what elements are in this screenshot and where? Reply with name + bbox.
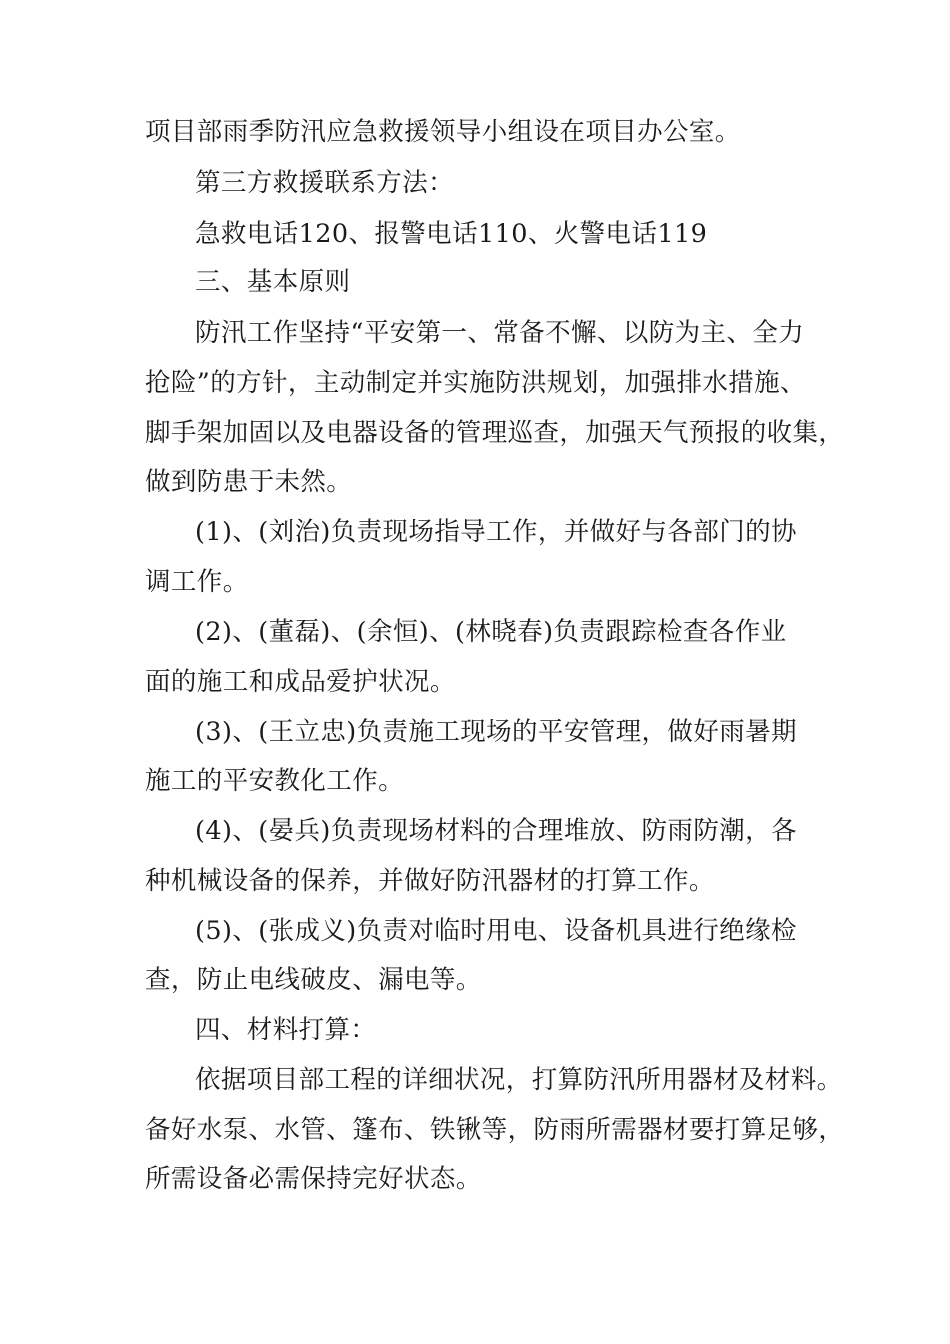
text-line-materials-2: 备好水泵、水管、篷布、铁锹等，防雨所需器材要打算足够， bbox=[145, 1115, 845, 1145]
list-item-3-line-1: (3)、(王立忠)负责施工现场的平安管理，做好雨暑期 bbox=[195, 717, 797, 747]
text-line-third-party-contact-heading: 第三方救援联系方法： bbox=[195, 168, 455, 198]
list-item-1-line-1: (1)、(刘治)负责现场指导工作，并做好与各部门的协 bbox=[195, 517, 797, 547]
text-line-principles-2: 抢险”的方针，主动制定并实施防洪规划，加强排水措施、 bbox=[145, 368, 806, 398]
text-line-emergency-phones: 急救电话120、报警电话110、火警电话119 bbox=[195, 219, 708, 249]
text-line-materials-1: 依据项目部工程的详细状况，打算防汛所用器材及材料。 bbox=[195, 1065, 843, 1095]
list-item-3-line-2: 施工的平安教化工作。 bbox=[145, 766, 405, 796]
list-item-4-line-1: (4)、(晏兵)负责现场材料的合理堆放、防雨防潮，各 bbox=[195, 816, 797, 846]
list-item-5-line-1: (5)、(张成义)负责对临时用电、设备机具进行绝缘检 bbox=[195, 916, 797, 946]
section-heading-basic-principles: 三、基本原则 bbox=[195, 267, 351, 297]
list-item-5-line-2: 查，防止电线破皮、漏电等。 bbox=[145, 965, 482, 995]
list-item-4-line-2: 种机械设备的保养，并做好防汛器材的打算工作。 bbox=[145, 866, 715, 896]
text-line-principles-3: 脚手架加固以及电器设备的管理巡查，加强天气预报的收集， bbox=[145, 418, 845, 448]
list-item-1-line-2: 调工作。 bbox=[145, 567, 249, 597]
list-item-2-line-1: (2)、(董磊)、(余恒)、(林晓春)负责跟踪检查各作业 bbox=[195, 617, 787, 647]
text-line-principles-4: 做到防患于未然。 bbox=[145, 467, 353, 497]
list-item-2-line-2: 面的施工和成品爱护状况。 bbox=[145, 667, 456, 697]
section-heading-materials: 四、材料打算： bbox=[195, 1015, 377, 1045]
text-line-principles-1: 防汛工作坚持“平安第一、常备不懈、以防为主、全力 bbox=[195, 318, 805, 348]
text-line-leader-group-location: 项目部雨季防汛应急救援领导小组设在项目办公室。 bbox=[145, 117, 741, 147]
text-line-materials-3: 所需设备必需保持完好状态。 bbox=[145, 1164, 482, 1194]
